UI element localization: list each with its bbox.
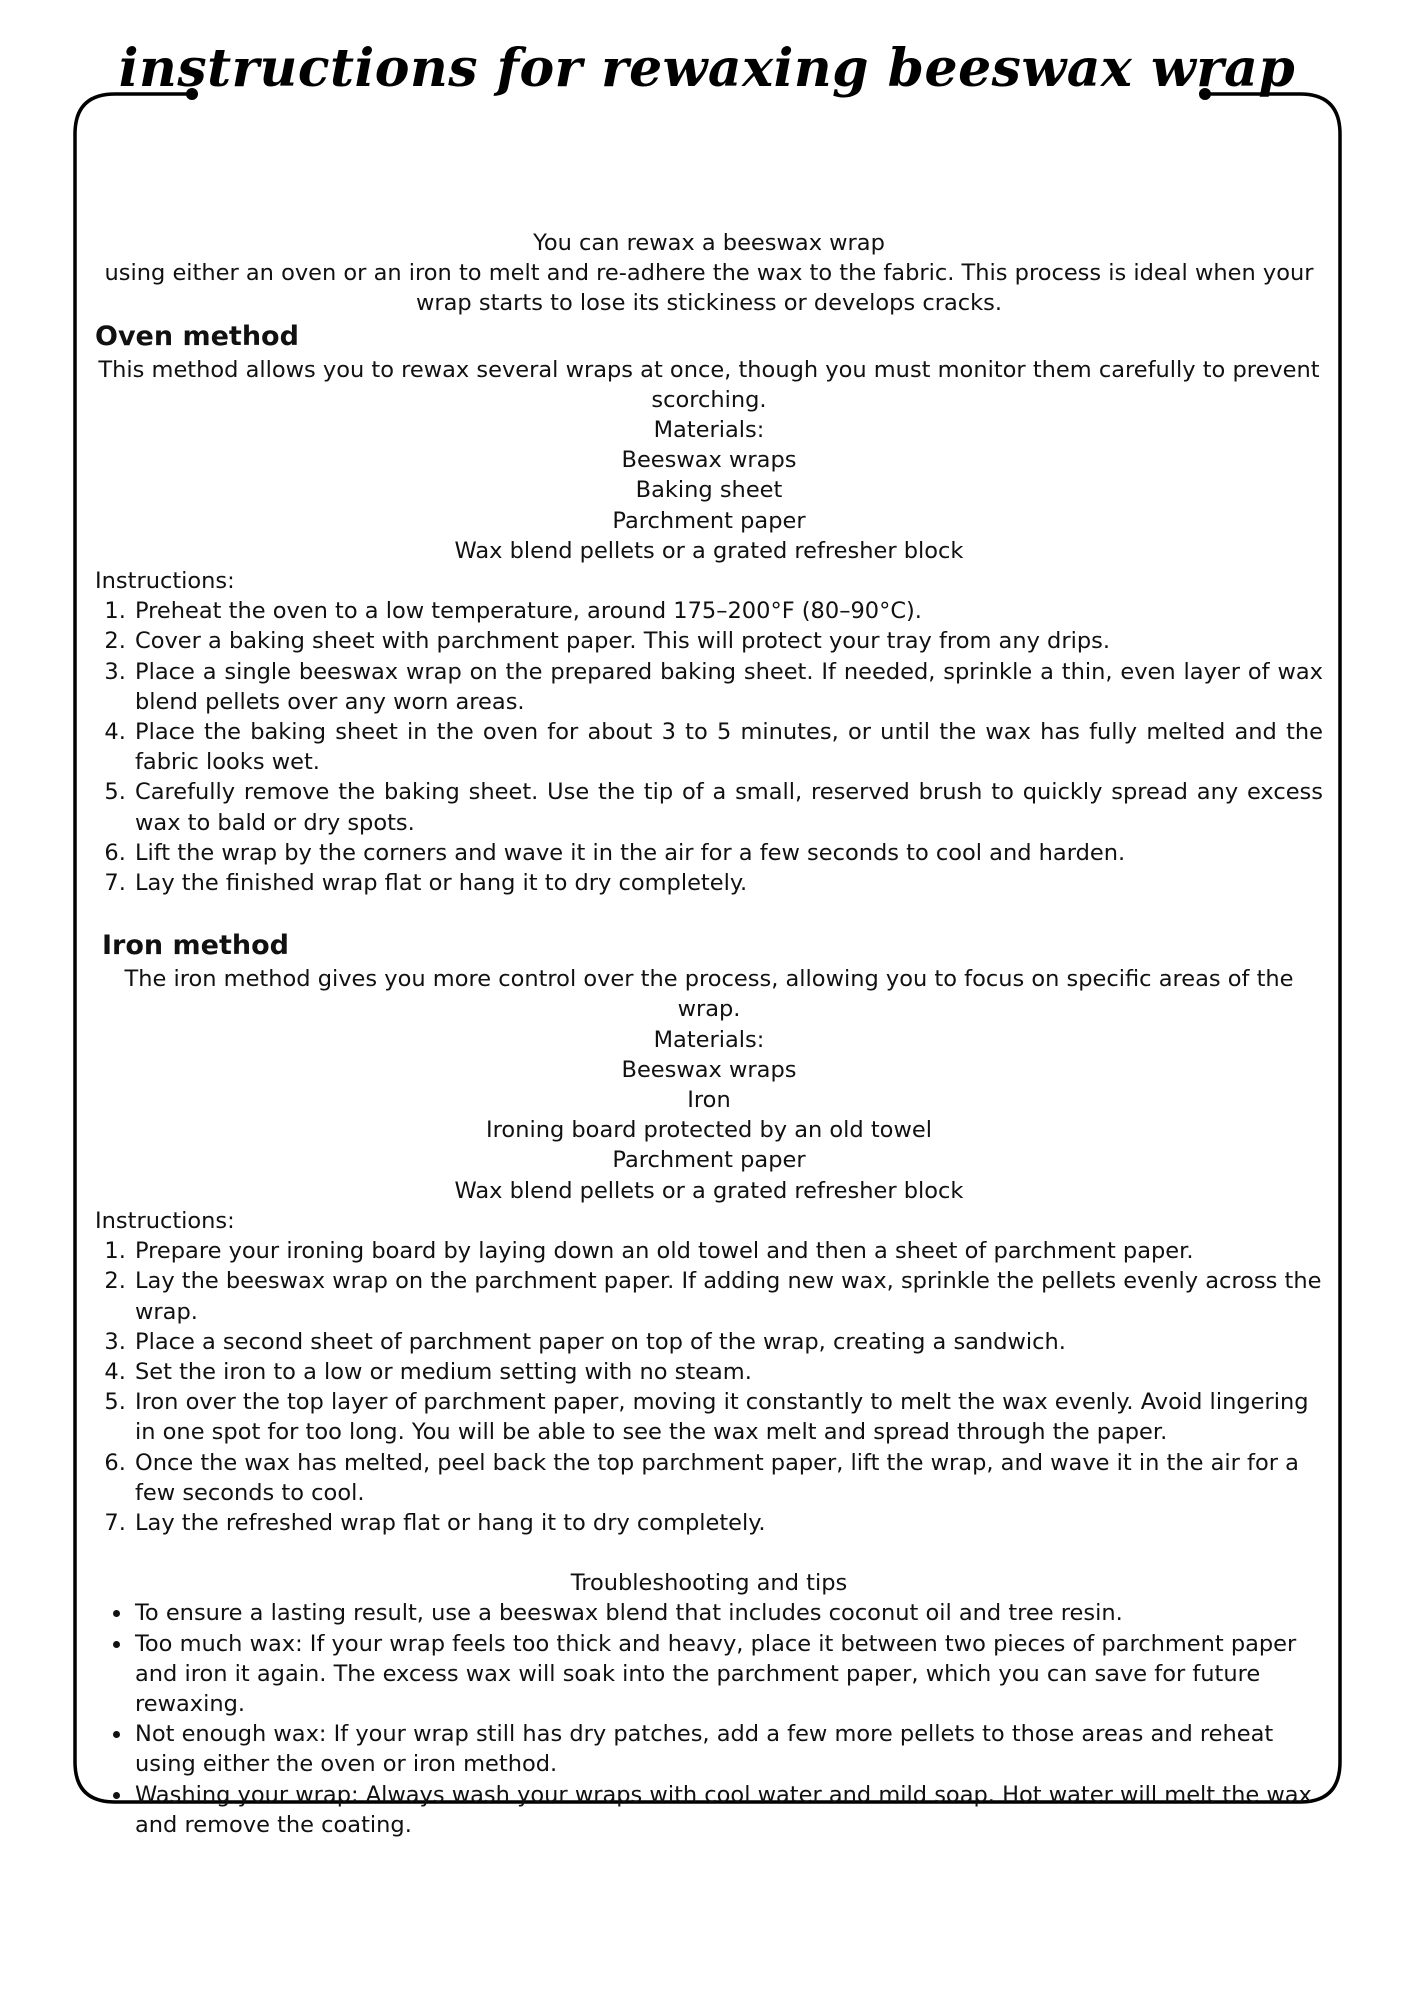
iron-method-heading: Iron method — [102, 930, 289, 962]
oven-step: 1. Preheat the oven to a low temperature, around 175–200°F (80–90°C). — [133, 596, 1323, 626]
iron-step: 6. Once the wax has melted, peel back the top parchment paper, lift the wrap, and wave it in the air for a few seconds to cool. — [133, 1448, 1323, 1508]
intro-line-2: using either an oven or an iron to melt and re-adhere the wax to the fabric. This process is ideal when your wrap starts to lose its stickiness or develops cracks. — [104, 260, 1314, 317]
oven-step: 5. Carefully remove the baking sheet. Use the tip of a small, reserved brush to quickly spread any excess wax to bald or dry spots. — [133, 777, 1323, 837]
oven-materials-label: Materials: — [653, 417, 765, 444]
intro — [95, 228, 1323, 319]
iron-description: The iron method gives you more control over the process, allowing you to focus on specific areas of the wrap. — [124, 966, 1294, 1023]
oven-description: This method allows you to rewax several wraps at once, though you must monitor them carefully to prevent scorching. — [98, 356, 1320, 413]
oven-method-heading: Oven method — [95, 320, 299, 352]
iron-step: 5. Iron over the top layer of parchment paper, moving it constantly to melt the wax evenly. Avoid lingering in one spot for too long. You will be able to see the wax melt and spread through the paper. — [133, 1387, 1323, 1447]
oven-material-item: Baking sheet — [635, 477, 783, 504]
iron-materials-label: Materials: — [653, 1026, 765, 1053]
oven-step: 6. Lift the wrap by the corners and wave it in the air for a few seconds to cool and harden. — [133, 838, 1323, 868]
oven-description-block — [95, 355, 1323, 566]
oven-step: 2. Cover a baking sheet with parchment paper. This will protect your tray from any drips. — [133, 626, 1323, 656]
oven-instructions-label: Instructions: — [95, 568, 235, 595]
oven-steps-list — [95, 596, 1323, 898]
tip-item: • Too much wax: If your wrap feels too thick and heavy, place it between two pieces of parchment paper and iron it again. The excess wax will soak into the parchment paper, which you can save for future rewaxing. — [133, 1629, 1323, 1720]
oven-step: 3. Place a single beeswax wrap on the prepared baking sheet. If needed, sprinkle a thin, even layer of wax blend pellets over any worn areas. — [133, 657, 1323, 717]
oven-material-item: Wax blend pellets or a grated refresher block — [454, 537, 964, 564]
oven-material-item: Parchment paper — [612, 507, 806, 534]
iron-material-item: Ironing board protected by an old towel — [486, 1117, 932, 1144]
tip-item: • Washing your wrap: Always wash your wraps with cool water and mild soap. Hot water will melt the wax and remove the coating. — [133, 1780, 1323, 1840]
iron-material-item: Iron — [687, 1087, 731, 1114]
oven-step: 7. Lay the finished wrap flat or hang it to dry completely. — [133, 868, 1323, 898]
iron-material-item: Parchment paper — [612, 1147, 806, 1174]
tips-heading: Troubleshooting and tips — [570, 1570, 848, 1597]
page-title: instructions for rewaxing beeswax wrap — [118, 38, 1296, 99]
iron-description-block — [95, 964, 1323, 1206]
iron-material-item: Wax blend pellets or a grated refresher block — [454, 1177, 964, 1204]
tip-item: • Not enough wax: If your wrap still has dry patches, add a few more pellets to those areas and reheat using either the oven or iron method. — [133, 1719, 1323, 1779]
document-body — [95, 228, 1323, 1840]
iron-step: 1. Prepare your ironing board by laying down an old towel and then a sheet of parchment paper. — [133, 1236, 1323, 1266]
iron-step: 2. Lay the beeswax wrap on the parchment paper. If adding new wax, sprinkle the pellets evenly across the wrap. — [133, 1266, 1323, 1326]
oven-step: 4. Place the baking sheet in the oven for about 3 to 5 minutes, or until the wax has fully melted and the fabric looks wet. — [133, 717, 1323, 777]
iron-step: 7. Lay the refreshed wrap flat or hang it to dry completely. — [133, 1508, 1323, 1538]
oven-material-item: Beeswax wraps — [621, 447, 797, 474]
iron-material-item: Beeswax wraps — [621, 1056, 797, 1083]
iron-steps-list — [95, 1236, 1323, 1538]
iron-instructions-label: Instructions: — [95, 1207, 235, 1234]
intro-line-1: You can rewax a beeswax wrap — [533, 230, 885, 256]
tips-list — [95, 1598, 1323, 1840]
iron-step: 3. Place a second sheet of parchment paper on top of the wrap, creating a sandwich. — [133, 1327, 1323, 1357]
iron-step: 4. Set the iron to a low or medium setting with no steam. — [133, 1357, 1323, 1387]
tip-item: • To ensure a lasting result, use a beeswax blend that includes coconut oil and tree resin. — [133, 1598, 1323, 1628]
